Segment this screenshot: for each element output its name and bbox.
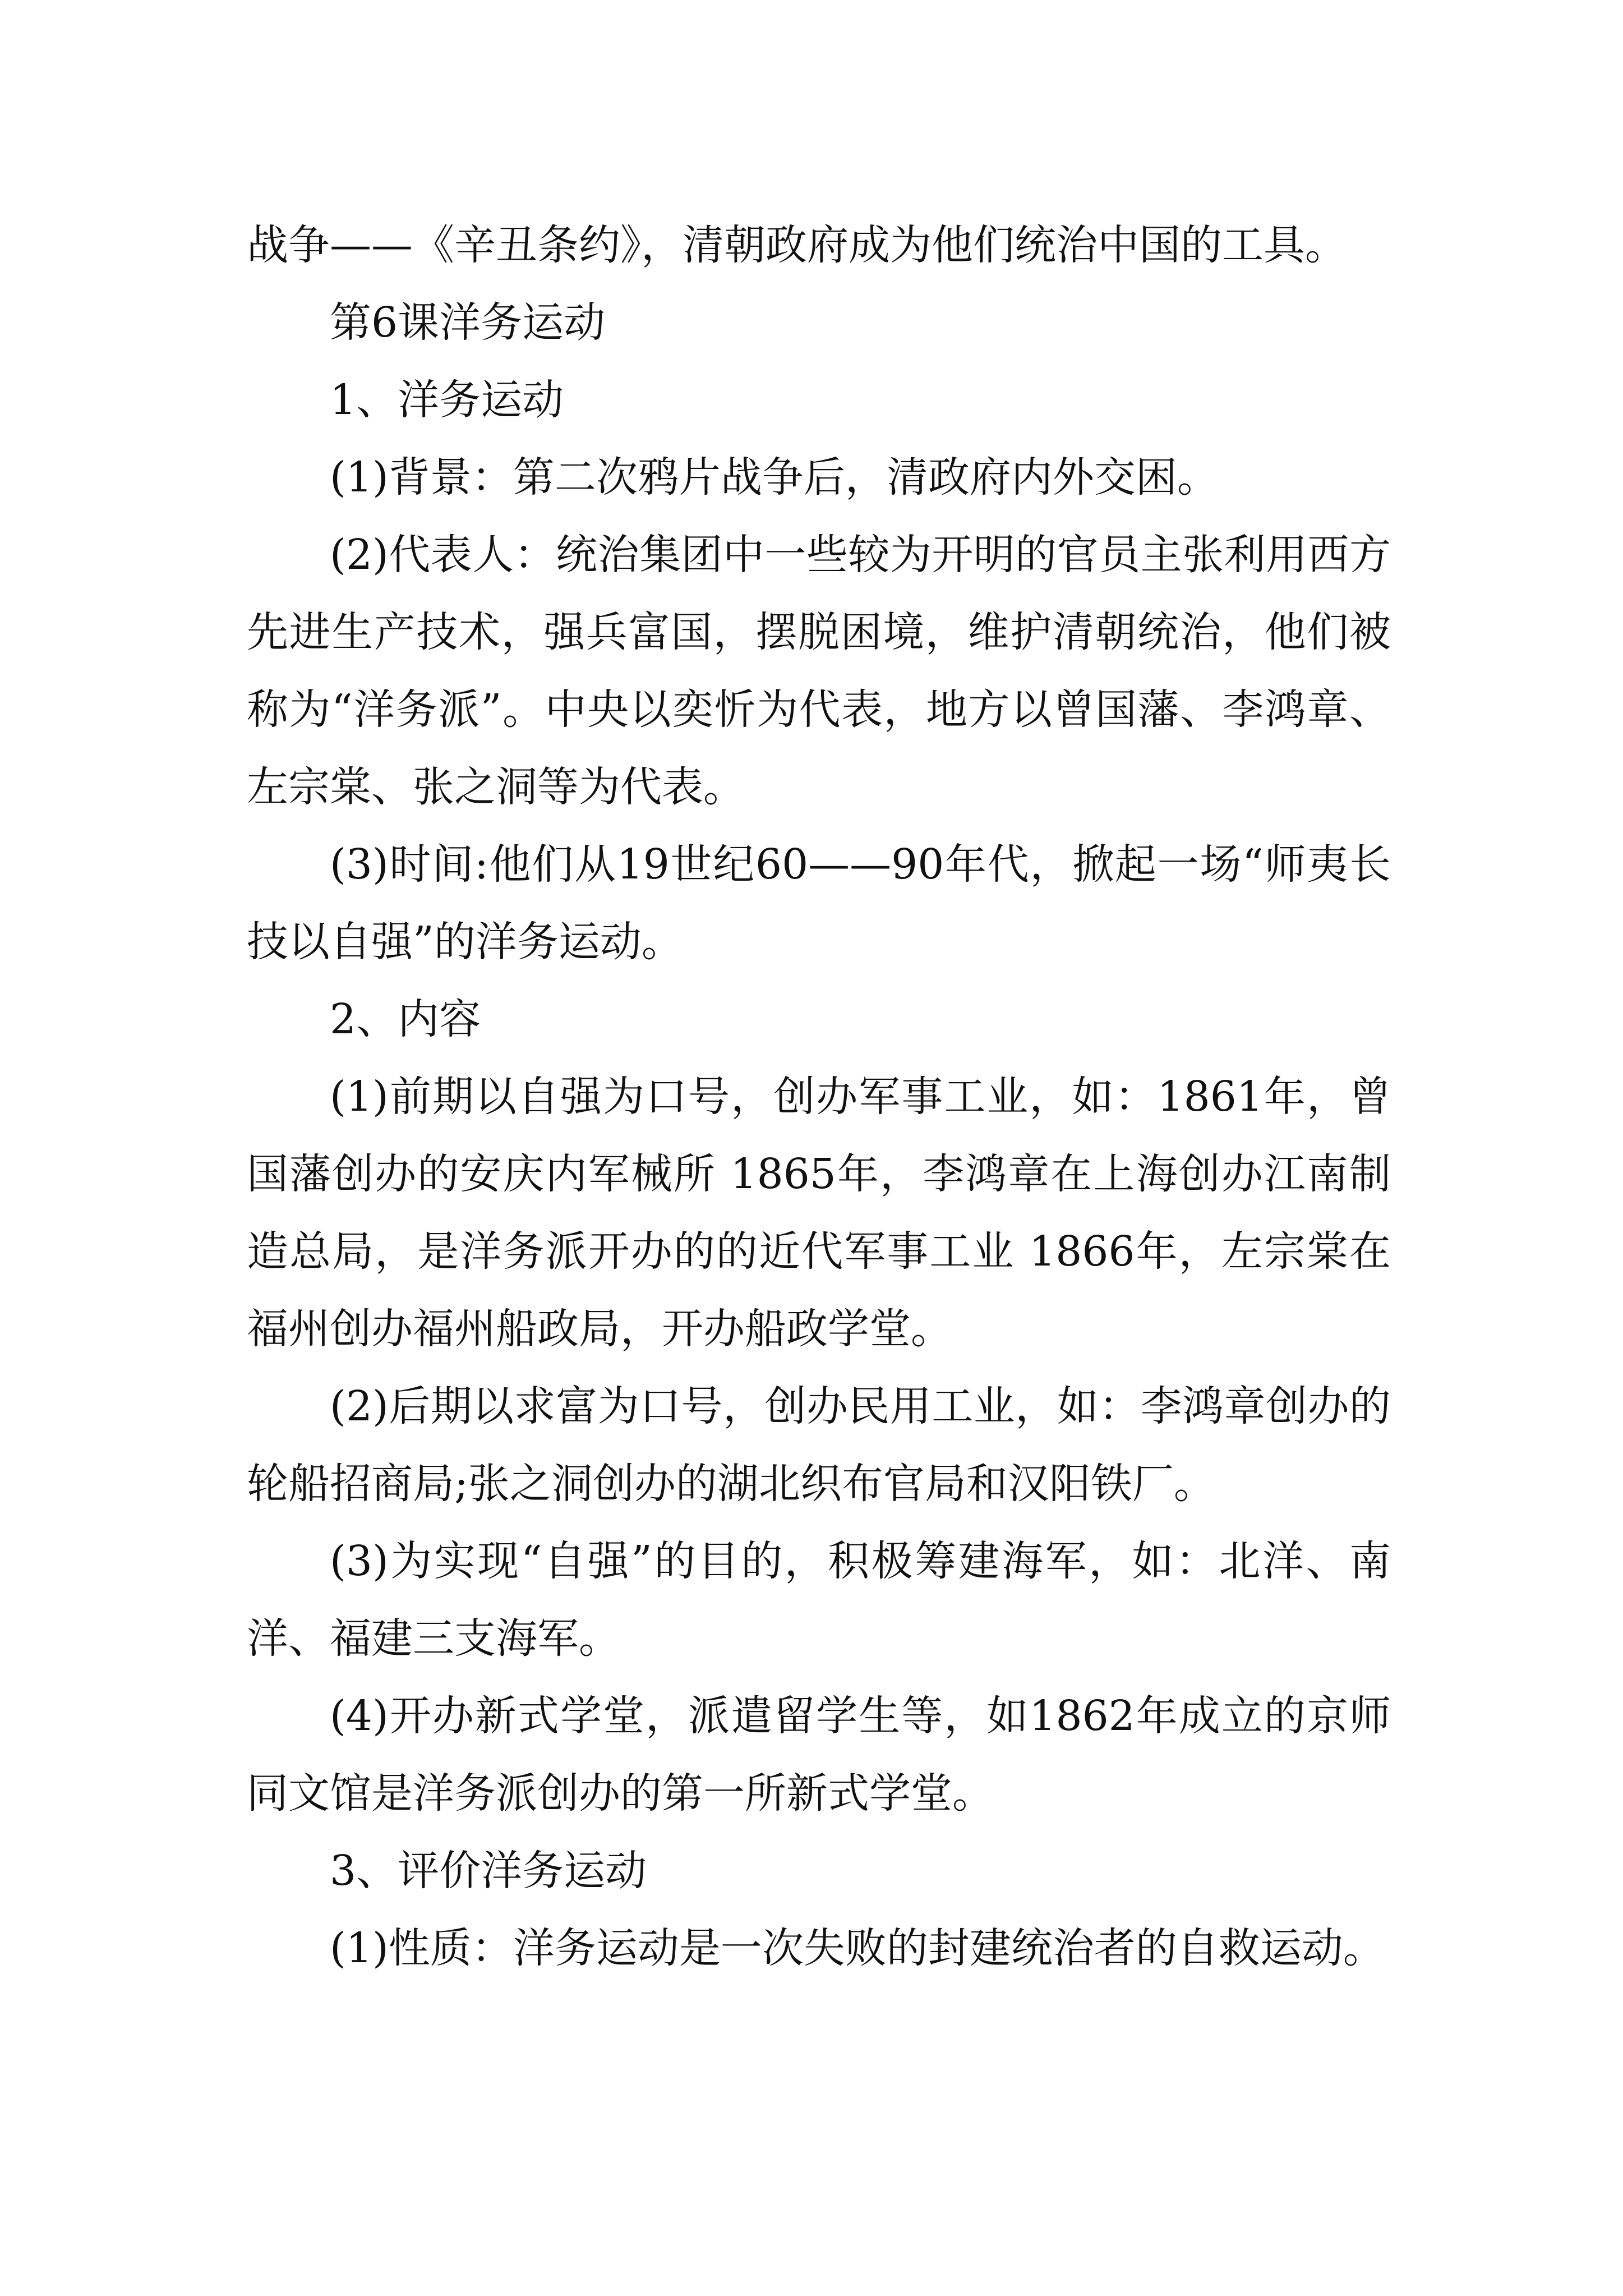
paragraph-continuation: 战争——《辛丑条约》，清朝政府成为他们统治中国的工具。 bbox=[247, 221, 1347, 269]
paragraph-schools: (4)开办新式学堂，派遣留学生等，如1862年成立的京师同文馆是洋务派创办的第一所新式学堂。 bbox=[247, 1692, 1391, 1818]
lesson-title: 第6课洋务运动 bbox=[330, 298, 606, 347]
paragraph-representatives: (2)代表人：统治集团中一些较为开明的官员主张利用西方先进生产技术，强兵富国，摆脱困境，维护清朝统治，他们被称为“洋务派”。中央以奕忻为代表，地方以曾国藩、李鸿章、左宗棠、张之洞等为代表。 bbox=[247, 531, 1391, 811]
section-heading-1: 1、洋务运动 bbox=[330, 376, 564, 424]
paragraph-civil-industry: (2)后期以求富为口号，创办民用工业，如：李鸿章创办的轮船招商局;张之洞创办的湖北织布官局和汉阳铁厂。 bbox=[247, 1382, 1391, 1508]
section-heading-3: 3、评价洋务运动 bbox=[330, 1847, 647, 1895]
paragraph-background: (1)背景：第二次鸦片战争后，清政府内外交困。 bbox=[330, 453, 1219, 501]
paragraph-military-industry: (1)前期以自强为口号，创办军事工业，如：1861年，曾国藩创办的安庆内军械所 1865年，李鸿章在上海创办江南制造总局，是洋务派开办的的近代军事工业 1866年，左宗棠在福州创办福州船政局，开办船政学堂。 bbox=[247, 1073, 1391, 1353]
paragraph-navy: (3)为实现“自强”的目的，积极筹建海军，如：北洋、南洋、福建三支海军。 bbox=[247, 1537, 1391, 1663]
document-body bbox=[247, 206, 1391, 1987]
paragraph-nature: (1)性质：洋务运动是一次失败的封建统治者的自救运动。 bbox=[330, 1924, 1385, 1972]
section-heading-2: 2、内容 bbox=[330, 995, 481, 1043]
paragraph-time: (3)时间:他们从19世纪60——90年代，掀起一场“师夷长技以自强”的洋务运动。 bbox=[247, 840, 1391, 966]
